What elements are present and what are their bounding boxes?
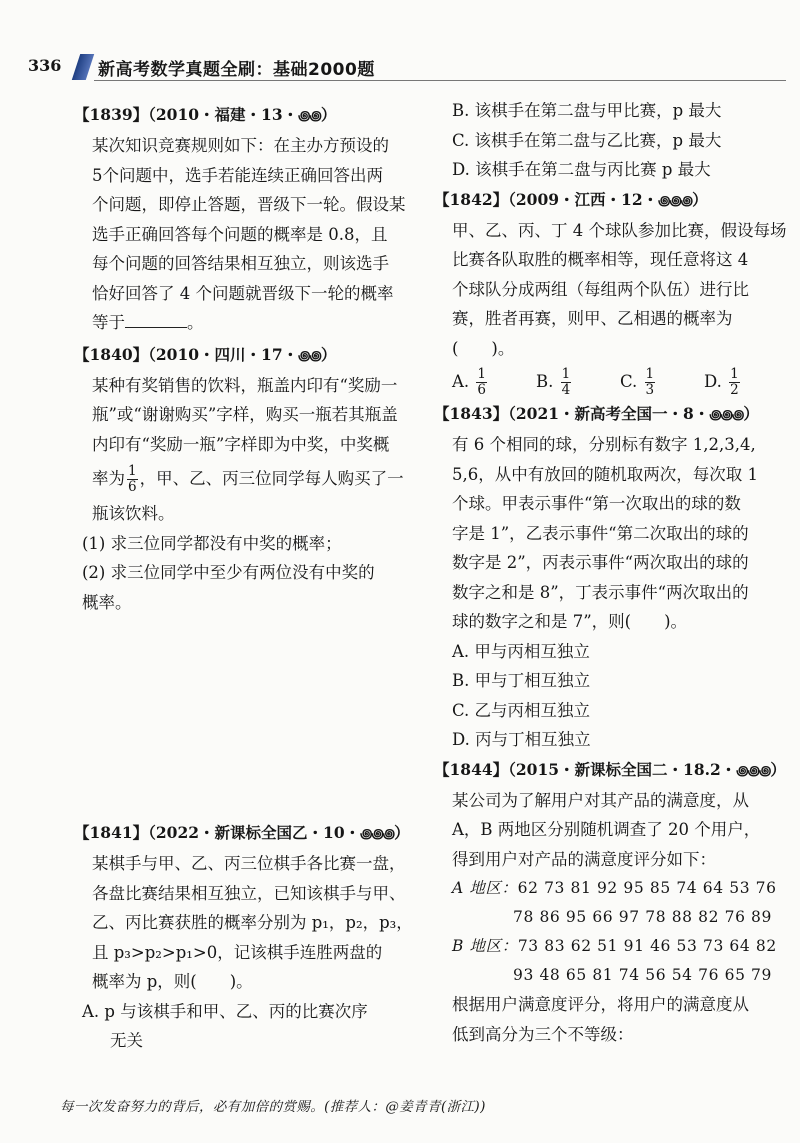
problem-text: 甲、乙、丙、丁 4 个球队参加比赛，假设每场 比赛各队取胜的概率相等，现任意将这 4 个球队分成两组（每组两个队伍）进行比 赛，胜者再赛，则甲、乙相遇的概率为 ( )。	[452, 220, 787, 358]
problem-source: （2015・新课标全国二・18.2・	[508, 759, 737, 779]
option-d: D. 丙与丁相互独立	[452, 730, 591, 749]
problem-source: （2022・新课标全国乙・10・	[148, 823, 361, 842]
header-rule	[94, 80, 786, 81]
problem-header: 【1840】（2010・四川・17・꩜꩜）	[74, 344, 337, 364]
problem-header: 【1842】（2009・江西・12・꩜꩜꩜）	[434, 189, 708, 209]
problem-source: （2010・四川・17・	[148, 344, 299, 364]
problem-id: 【1844】	[434, 759, 509, 779]
region-a-row-1: A 地区：62 73 81 92 95 85 74 64 53 76	[452, 879, 777, 897]
problem-text-tail: 根据用户满意度评分，将用户的满意度从 低到高分为三个不等级：	[452, 995, 749, 1044]
fraction-options	[440, 365, 785, 399]
option-d: D. $\frac{1}{2}$	[704, 366, 739, 398]
region-b-row-2: 93 48 65 81 74 56 54 76 65 79	[513, 966, 772, 984]
problem-header: 【1841】（2022・新课标全国乙・10・꩜꩜꩜）	[74, 823, 410, 842]
footer-quote: 每一次发奋努力的背后，必有加倍的赏赐。(推荐人：@姜青青(浙江))	[60, 1099, 486, 1115]
region-a-row-2: 78 86 95 66 97 78 88 82 76 89	[513, 908, 772, 926]
score-data	[440, 874, 785, 990]
fraction: $\frac{1}{6}$	[128, 463, 137, 495]
sub-question: (1) 求三位同学都没有中奖的概率；	[82, 533, 342, 553]
problem-1841	[74, 818, 420, 1056]
problem-1840	[74, 340, 410, 618]
problem-header: 【1839】（2010・福建・13・꩜꩜）	[74, 105, 337, 124]
problem-1843	[434, 399, 785, 755]
problem-1839	[74, 100, 410, 338]
option-a: A. 甲与丙相互独立	[452, 641, 590, 661]
option-c: C. 乙与丙相互独立	[452, 700, 591, 720]
difficulty-icon: ꩜꩜꩜	[709, 408, 744, 423]
option-b: B. 甲与丁相互独立	[452, 671, 591, 690]
option-c: C. 该棋手在第二盘与乙比赛，p 最大	[452, 130, 722, 150]
problem-header: 【1843】（2021・新高考全国一・8・꩜꩜꩜）	[434, 404, 759, 423]
problem-text: 某棋手与甲、乙、丙三位棋手各比赛一盘， 各盘比赛结果相互独立，已知该棋手与甲、 乙、丙比赛获胜的概率分别为 p₁，p₂，p₃， 且 p₃>p₂>p₁>0，记该棋手连胜两盘的 概率为 p，则( )。 A. p 与该棋手和甲、乙、丙的比赛次序 无关	[80, 849, 420, 1056]
problem-text: 某公司为了解用户对其产品的满意度，从 A，B 两地区分别随机调查了 20 个用户， 得到用户对产品的满意度评分如下：	[452, 790, 761, 869]
problem-text: 有 6 个相同的球，分别标有数字 1,2,3,4, 5,6，从中有放回的随机取两次，每次取 1 个球。甲表示事件“第一次取出的球的数 字是 1”，乙表示事件“第二次取出的球的 数字是 2”，丙表示事件“两次取出的球的 数字之和是 8”，丁表示事件“两次取出的 球的数字之和是 7”，则( )。 A. 甲与丙相互独立 B. 甲与丁相互独立 C. 乙与丙相互独立 D. 丙与丁相互独立	[440, 430, 785, 755]
problem-id: 【1843】	[434, 404, 509, 423]
problem-text: 某次知识竞赛规则如下：在主办方预设的 5个问题中，选手若能连续正确回答出两 个问题，即停止答题，晋级下一轮。假设某 选手正确回答每个问题的概率是 0.8，且 每个问题的回答结果相互独立，则该选手 恰好回答了 4 个问题就晋级下一轮的概率 等于 。	[92, 136, 406, 332]
sub-question: (2) 求三位同学中至少有两位没有中奖的	[82, 563, 375, 582]
option-a: A. p 与该棋手和甲、乙、丙的比赛次序	[82, 1001, 368, 1021]
region-b-row-1: B 地区：73 83 62 51 91 46 53 73 64 82	[452, 937, 777, 955]
problem-id: 【1840】	[74, 344, 149, 364]
option-a: A. $\frac{1}{6}$	[452, 366, 487, 398]
page-header	[28, 52, 788, 82]
left-column	[74, 100, 413, 1050]
difficulty-icon: ꩜꩜꩜	[736, 763, 771, 779]
problem-source: （2010・福建・13・	[148, 105, 299, 124]
book-title: 新高考数学真题全刷：基础2000题	[98, 60, 375, 80]
difficulty-icon: ꩜꩜꩜	[658, 193, 693, 209]
answer-blank	[125, 309, 187, 328]
difficulty-icon: ꩜꩜	[298, 348, 321, 364]
problem-1844	[434, 755, 786, 1050]
problem-text: 某种有奖销售的饮料，瓶盖内印有“奖励一 瓶”或“谢谢购买”字样，购买一瓶若其瓶盖 内印有“奖励一瓶”字样即为中奖，中奖概 率为 $\frac{1}{6}$ ，甲、乙、丙三位同学每人购买了一 瓶该饮料。 (1) 求三位同学都没有中奖的概率； (2) 求三位同学中至少有两位没有中奖的 概率。	[80, 371, 410, 618]
problem-source: （2009・江西・12・	[508, 189, 659, 209]
problem-source: （2021・新高考全国一・8・	[508, 404, 710, 423]
difficulty-icon: ꩜꩜꩜	[360, 827, 395, 842]
problem-id: 【1841】	[74, 823, 149, 842]
page-number: 336	[28, 56, 62, 75]
option-b: B. 该棋手在第二盘与甲比赛，p 最大	[452, 101, 722, 120]
problem-id: 【1842】	[434, 189, 509, 209]
problem-1841-continued	[440, 96, 785, 185]
problem-header: 【1844】（2015・新课标全国二・18.2・꩜꩜꩜）	[434, 759, 786, 779]
option-d: D. 该棋手在第二盘与丙比赛 p 最大	[452, 160, 711, 179]
problem-1842	[434, 185, 787, 400]
option-b: B. $\frac{1}{4}$	[536, 366, 571, 398]
option-c: C. $\frac{1}{3}$	[620, 366, 655, 398]
right-column	[434, 96, 787, 1049]
problem-id: 【1839】	[74, 105, 149, 124]
difficulty-icon: ꩜꩜	[298, 109, 321, 124]
header-accent-bar	[72, 54, 94, 80]
